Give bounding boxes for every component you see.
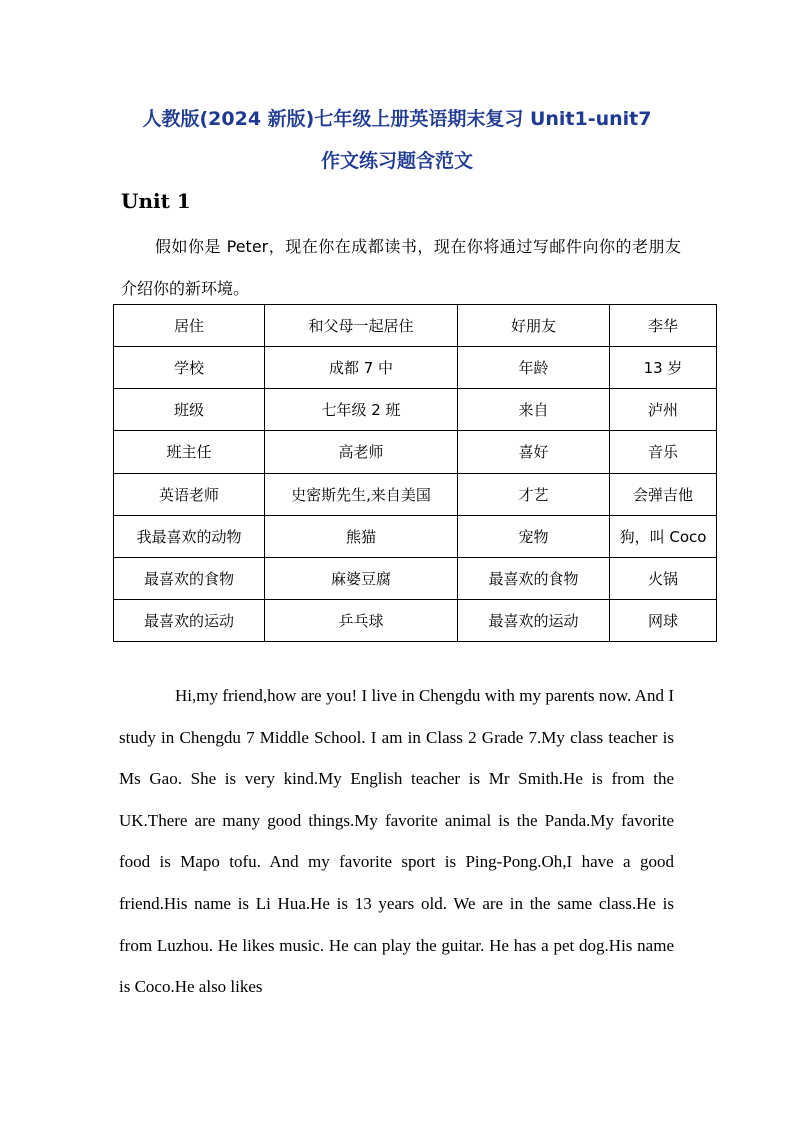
document-title-line-1: 人教版(2024 新版)七年级上册英语期末复习 Unit1-unit7 bbox=[142, 108, 652, 130]
unit-heading: Unit 1 bbox=[121, 189, 191, 213]
table-row bbox=[114, 557, 717, 599]
table-cell: 七年级 2 班 bbox=[265, 389, 458, 431]
table-cell: 学校 bbox=[114, 347, 265, 389]
table-cell: 好朋友 bbox=[458, 305, 610, 347]
table-cell: 来自 bbox=[458, 389, 610, 431]
table-cell: 宠物 bbox=[458, 515, 610, 557]
table-row bbox=[114, 515, 717, 557]
table-cell: 班级 bbox=[114, 389, 265, 431]
table-cell: 居住 bbox=[114, 305, 265, 347]
info-table bbox=[113, 304, 717, 642]
table-cell: 火锅 bbox=[610, 557, 717, 599]
table-cell: 泸州 bbox=[610, 389, 717, 431]
table-cell: 最喜欢的运动 bbox=[458, 599, 610, 641]
table-cell: 高老师 bbox=[265, 431, 458, 473]
table-row bbox=[114, 347, 717, 389]
table-cell: 音乐 bbox=[610, 431, 717, 473]
table-cell: 史密斯先生,来自美国 bbox=[265, 473, 458, 515]
table-cell: 网球 bbox=[610, 599, 717, 641]
table-cell: 英语老师 bbox=[114, 473, 265, 515]
table-row bbox=[114, 305, 717, 347]
table-row bbox=[114, 473, 717, 515]
table-row bbox=[114, 599, 717, 641]
table-cell: 我最喜欢的动物 bbox=[114, 515, 265, 557]
table-cell: 成都 7 中 bbox=[265, 347, 458, 389]
table-cell: 13 岁 bbox=[610, 347, 717, 389]
table-cell: 李华 bbox=[610, 305, 717, 347]
table-cell: 最喜欢的食物 bbox=[114, 557, 265, 599]
table-cell: 喜好 bbox=[458, 431, 610, 473]
table-cell: 会弹吉他 bbox=[610, 473, 717, 515]
table-cell: 最喜欢的运动 bbox=[114, 599, 265, 641]
document-title-line-2: 作文练习题含范文 bbox=[320, 150, 473, 172]
table-row bbox=[114, 389, 717, 431]
table-cell: 熊猫 bbox=[265, 515, 458, 557]
table-cell: 乒乓球 bbox=[265, 599, 458, 641]
table-cell: 麻婆豆腐 bbox=[265, 557, 458, 599]
table-cell: 最喜欢的食物 bbox=[458, 557, 610, 599]
sample-essay: Hi,my friend,how are you! I live in Chengdu with my parents now. And I study in Chengdu 7 Middle School. I am in Class 2 Grade 7.My class teacher is Ms Gao. She is very kind.My English teacher is Mr Smith.He is from the UK.There are many good things.My favorite animal is the Panda.My favorite food is Mapo tofu. And my favorite sport is Ping-Pong.Oh,I have a good friend.His name is Li Hua.He is 13 years old. We are in the same class.He is from Luzhou. He likes music. He can play the guitar. He has a pet dog.His name is Coco.He also likes bbox=[119, 686, 674, 997]
table-row bbox=[114, 431, 717, 473]
table-cell: 狗，叫 Coco bbox=[610, 515, 717, 557]
table-cell: 才艺 bbox=[458, 473, 610, 515]
table-cell: 年龄 bbox=[458, 347, 610, 389]
table-cell: 和父母一起居住 bbox=[265, 305, 458, 347]
writing-prompt: 假如你是 Peter，现在你在成都读书，现在你将通过写邮件向你的老朋友介绍你的新环境。 bbox=[121, 237, 681, 298]
table-cell: 班主任 bbox=[114, 431, 265, 473]
